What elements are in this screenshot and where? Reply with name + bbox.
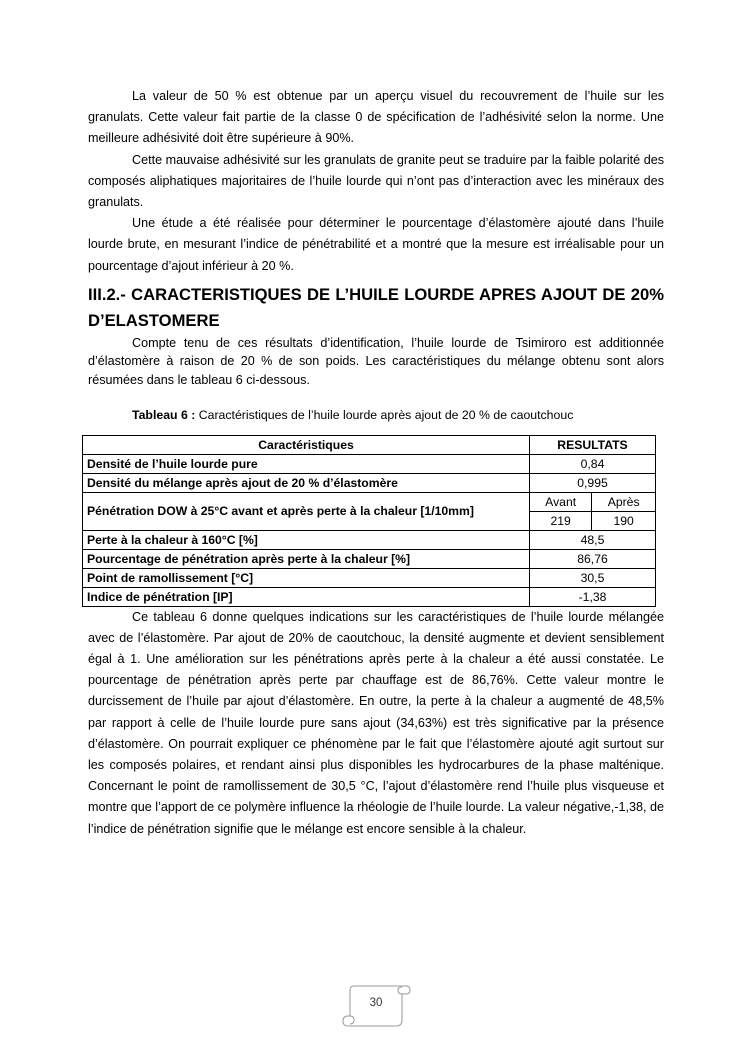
paragraph-adhesivity-value: La valeur de 50 % est obtenue par un aperçu visuel du recouvrement de l’huile sur les granulats. Cette valeur fait partie de la classe 0 de spécification de l’adhésivité selon la norme. Une meilleure adhésivité doit être supérieure à 90%.	[88, 89, 664, 146]
paragraph-poor-adhesivity: Cette mauvaise adhésivité sur les granulats de granite peut se traduire par la faible polarité des composés aliphatiques majoritaires de l’huile lourde qui n’ont pas d’interaction avec les minéraux des granulats.	[88, 152, 664, 210]
sub-header-before: Avant	[530, 492, 592, 511]
table-row	[83, 549, 656, 568]
row-value: 0,995	[530, 473, 656, 492]
section-intro-paragraph: Compte tenu de ces résultats d’identification, l’huile lourde de Tsimiroro est additionnée d’élastomère à raison de 20 % de son poids. Les caractéristiques du mélange obtenu sont alors résumées dans le tableau 6 ci-dessous.	[88, 335, 664, 388]
header-characteristics: Caractéristiques	[83, 435, 530, 454]
row-label: Pénétration DOW à 25°C avant et après perte à la chaleur [1/10mm]	[83, 492, 530, 530]
table-row	[83, 587, 656, 606]
table-caption	[88, 407, 664, 423]
table-caption-text: Caractéristiques de l’huile lourde après ajout de 20 % de caoutchouc	[195, 407, 574, 422]
characteristics-table	[82, 435, 656, 607]
table-row	[83, 568, 656, 587]
sub-header-after: Après	[592, 492, 656, 511]
value-before: 219	[530, 511, 592, 530]
document-page	[88, 86, 664, 840]
row-label: Perte à la chaleur à 160°C [%]	[83, 530, 530, 549]
table-row	[83, 454, 656, 473]
header-results: RESULTATS	[530, 435, 656, 454]
table-caption-label: Tableau 6 :	[132, 407, 196, 422]
paragraph-elastomer-study: Une étude a été réalisée pour déterminer le pourcentage d’élastomère ajouté dans l’huile lourde brute, en mesurant l’indice de pénétrabilité et a montré que la mesure est irréalisable pour un pourcentage d’ajout inférieur à 20 %.	[88, 216, 664, 273]
page-number-scroll	[340, 984, 412, 1030]
conclusion-paragraph: Ce tableau 6 donne quelques indications sur les caractéristiques de l’huile lourde mélangée avec de l’élastomère. Par ajout de 20% de caoutchouc, la densité augmente et devient sensiblement égal à 1. Une amélioration sur les pénétrations après perte à la chaleur a été aussi constatée. Le pourcentage de pénétration après perte par chauffage est de 86,76%. Cette valeur montre le durcissement de l’huile par ajout d’élastomère. En outre, la perte à la chaleur a augmenté de 48,5% par rapport à celle de l’huile lourde pure sans ajout (34,63%) est très significative par la présence d’élastomère. On pourrait expliquer ce phénomène par le fait que l’élastomère ajouté agit surtout sur les composés polaires, et rendant ainsi plus disponibles les hydrocarbures de la phase malténique. Concernant le point de ramollissement de 30,5 °C, l’ajout d’élastomère rend l’huile plus visqueuse et montre que l’apport de ce polymère influence la rhéologie de l’huile lourde. La valeur négative,-1,38, de l’indice de pénétration signifie que le mélange est encore sensible à la chaleur.	[88, 609, 664, 836]
row-value: 30,5	[530, 568, 656, 587]
page-number: 30	[369, 997, 383, 1009]
row-label: Point de ramollissement [°C]	[83, 568, 530, 587]
table-header-row	[83, 435, 656, 454]
row-label: Densité du mélange après ajout de 20 % d’élastomère	[83, 473, 530, 492]
value-after: 190	[592, 511, 656, 530]
row-value: -1,38	[530, 587, 656, 606]
table-row	[83, 530, 656, 549]
row-label: Densité de l’huile lourde pure	[83, 454, 530, 473]
row-label: Pourcentage de pénétration après perte à la chaleur [%]	[83, 549, 530, 568]
row-value: 86,76	[530, 549, 656, 568]
row-value: 48,5	[530, 530, 656, 549]
row-value: 0,84	[530, 454, 656, 473]
table-row	[83, 492, 656, 511]
table-row	[83, 473, 656, 492]
section-heading: III.2.- CARACTERISTIQUES DE L’HUILE LOURDE APRES AJOUT DE 20% D’ELASTOMERE	[88, 284, 664, 330]
row-label: Indice de pénétration [IP]	[83, 587, 530, 606]
